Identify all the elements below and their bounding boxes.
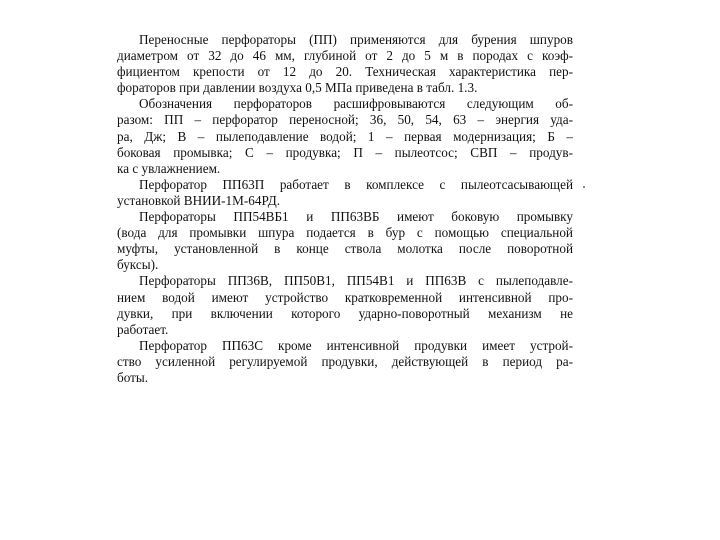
- text-line: фициентом крепости от 12 до 20. Техническая характеристика пер-: [117, 64, 573, 80]
- text-line: (вода для промывки шпура подается в бур с помощью специальной: [117, 225, 573, 241]
- text-line: нием водой имеют устройство кратковременной интенсивной про-: [117, 289, 573, 305]
- paragraph: [117, 32, 573, 96]
- text-line: ство усиленной регулируемой продувки, действующей в период ра-: [117, 353, 573, 369]
- text-line: разом: ПП – перфоратор переносной; 36, 50, 54, 63 – энергия уда-: [117, 112, 573, 128]
- text-line: диаметром от 32 до 46 мм, глубиной от 2 до 5 м в породах с коэф-: [117, 48, 573, 64]
- text-line: Перфоратор ПП63С кроме интенсивной продувки имеет устрой-: [139, 337, 573, 353]
- paragraph: [117, 273, 573, 337]
- text-line: Переносные перфораторы (ПП) применяются для бурения шпуров: [139, 32, 573, 47]
- text-line: муфты, установленной в конце ствола молотка после поворотной: [117, 241, 573, 257]
- text-line: работает.: [117, 321, 169, 337]
- text-line: боковая промывка; С – продувка; П – пылеотсос; СВП – продув-: [117, 144, 573, 160]
- paragraph: [117, 209, 573, 273]
- text-line: ра, Дж; В – пылеподавление водой; 1 – первая модернизация; Б –: [117, 128, 573, 144]
- text-line: ка с увлажнением.: [117, 160, 221, 176]
- text-line: фораторов при давлении воздуха 0,5 МПа приведена в табл. 1.3.: [117, 80, 478, 96]
- paragraph: [117, 177, 573, 209]
- text-line: Перфоратор ПП63П работает в комплексе с пылеотсасывающей: [139, 176, 573, 192]
- text-line: боты.: [117, 369, 149, 385]
- text-line: Обозначения перфораторов расшифровываются следующим об-: [139, 96, 573, 112]
- document-page: [117, 32, 573, 386]
- paragraph: [117, 338, 573, 386]
- text-line: буксы).: [117, 257, 159, 273]
- text-line: Перфораторы ПП54ВБ1 и ПП63ВБ имеют боковую промывку: [139, 209, 573, 225]
- text-line: дувки, при включении которого ударно-поворотный механизм не: [117, 305, 573, 321]
- text-line: Перфораторы ПП36В, ПП50В1, ПП54В1 и ПП63В с пылеподавле-: [139, 273, 573, 289]
- text-line: установкой ВНИИ-1М-64РД.: [117, 192, 281, 208]
- paragraph: [117, 96, 573, 176]
- scan-speck: [583, 186, 585, 188]
